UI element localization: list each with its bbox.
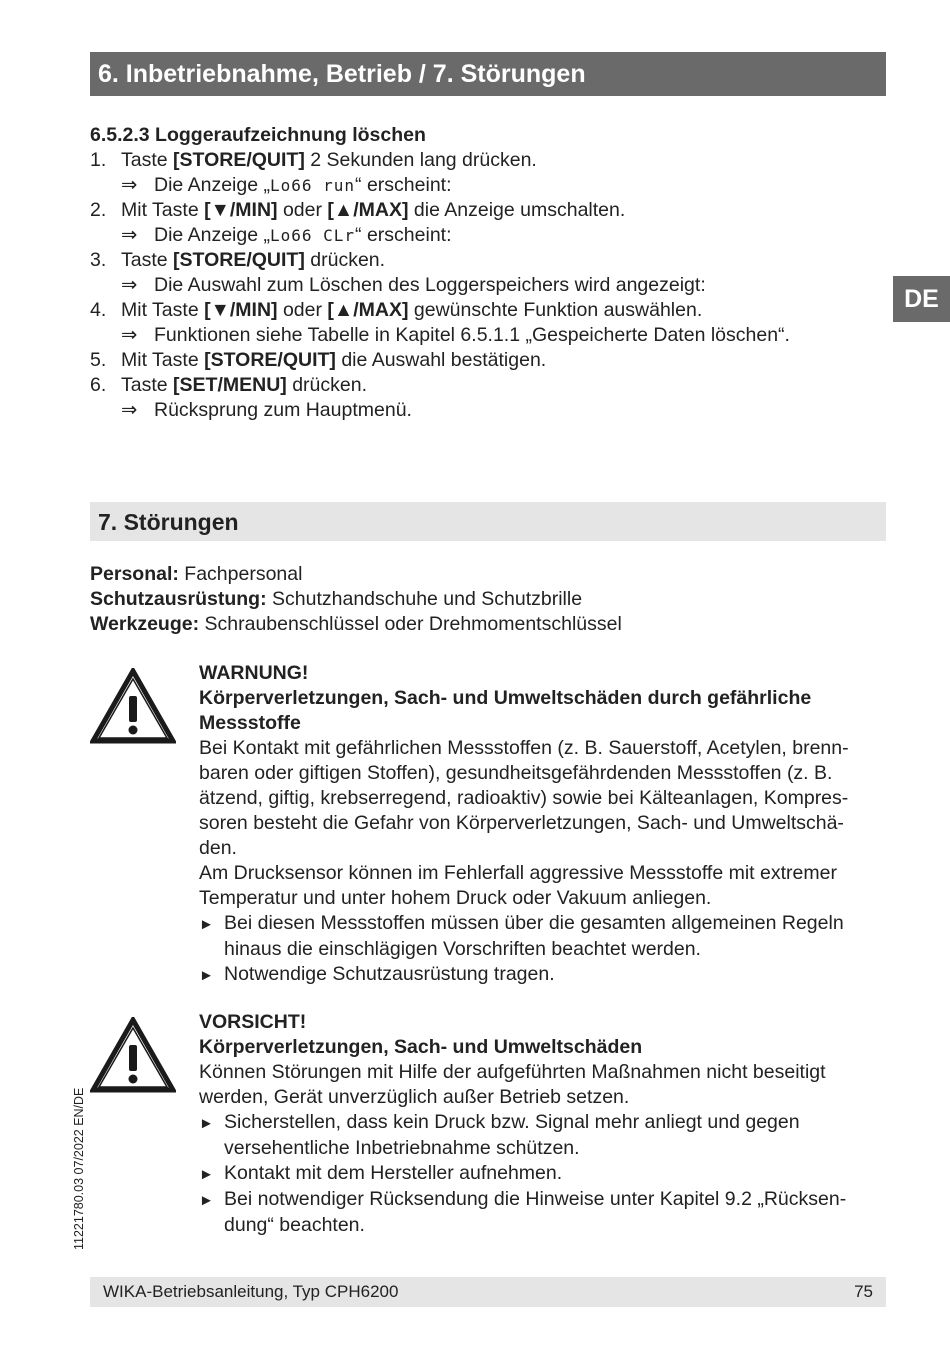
tools-line: Werkzeuge: Schraubenschlüssel oder Drehmomentschlüssel [90,613,622,635]
result-3: ⇒ Die Auswahl zum Löschen des Loggerspeichers wird angezeigt: [90,273,880,298]
key-max: [▲/MAX] [327,199,409,221]
step-4: 4. Mit Taste [▼/MIN] oder [▲/MAX] gewünschte Funktion auswählen. [90,299,703,321]
warning-text: baren oder giftigen Stoffen), gesundheitsgefährdenden Messstoffen (z. B. [199,762,833,784]
bullet-triangle-icon: ► [199,916,214,933]
key-store-quit: [STORE/QUIT] [173,149,305,171]
bullet-triangle-icon: ► [199,967,214,984]
page-number: 75 [854,1282,873,1301]
step-number: 6. [90,374,107,396]
key-max: [▲/MAX] [327,299,409,321]
ppe-line: Schutzausrüstung: Schutzhandschuhe und Schutzbrille [90,588,583,610]
caution-bullet-1: ► Sicherstellen, dass kein Druck bzw. Signal mehr anliegt und gegen [199,1110,879,1136]
result-arrow-icon: ⇒ [121,274,138,296]
result-6: ⇒ Rücksprung zum Hauptmenü. [90,398,880,423]
step-1: 1. Taste [STORE/QUIT] 2 Sekunden lang drücken. [90,149,537,171]
lcd-display-text: Lo66 run [269,176,356,195]
page-footer [90,1277,886,1307]
warning-text: Am Drucksensor können im Fehlerfall aggressive Messstoffe mit extremer [199,862,837,884]
key-set-menu: [SET/MENU] [173,374,287,396]
bullet-triangle-icon: ► [199,1192,214,1209]
step-number: 2. [90,199,107,221]
warning-title: Körperverletzungen, Sach- und Umweltschäden durch gefährliche [199,687,812,709]
warning-bullet-1-cont: hinaus die einschlägigen Vorschriften beachtet werden. [224,938,701,960]
result-arrow-icon: ⇒ [121,324,138,346]
caution-bullet-3-cont: dung“ beachten. [224,1214,365,1236]
warning-text: Temperatur und unter hohem Druck oder Vakuum anliegen. [199,887,712,909]
warning-block [199,661,879,988]
signal-word-caution: VORSICHT! [199,1011,307,1033]
step-number: 4. [90,299,107,321]
language-tab: DE [893,276,950,322]
step-number: 1. [90,149,107,171]
bullet-triangle-icon: ► [199,1166,214,1183]
caution-title: Körperverletzungen, Sach- und Umweltschäden [199,1036,643,1058]
caution-triangle-icon [90,1017,176,1093]
result-1: ⇒ Die Anzeige „Lo66 run“ erscheint: [90,173,880,198]
result-arrow-icon: ⇒ [121,399,138,421]
result-4: ⇒ Funktionen siehe Tabelle in Kapitel 6.5.1.1 „Gespeicherte Daten löschen“. [90,323,880,348]
subsection-heading: 6.5.2.3 Loggeraufzeichnung löschen [90,124,426,146]
personnel-line: Personal: Fachpersonal [90,563,303,585]
caution-bullet-2: ► Kontakt mit dem Hersteller aufnehmen. [199,1161,879,1187]
warning-title-cont: Messstoffe [199,712,301,734]
caution-bullet-1-cont: versehentliche Inbetriebnahme schützen. [224,1137,580,1159]
result-arrow-icon: ⇒ [121,174,138,196]
bullet-triangle-icon: ► [199,1115,214,1132]
key-min: [▼/MIN] [204,199,278,221]
step-6: 6. Taste [SET/MENU] drücken. [90,374,367,396]
warning-bullet-1: ► Bei diesen Messstoffen müssen über die gesamten allgemeinen Regeln [199,911,879,937]
key-min: [▼/MIN] [204,299,278,321]
warning-triangle-icon [90,668,176,744]
result-arrow-icon: ⇒ [121,224,138,246]
caution-block [199,1010,879,1238]
requirements-block [90,562,880,637]
result-2: ⇒ Die Anzeige „Lo66 CLr“ erscheint: [90,223,880,248]
signal-word-warning: WARNUNG! [199,662,309,684]
caution-text: Können Störungen mit Hilfe der aufgeführten Maßnahmen nicht beseitigt [199,1061,826,1083]
warning-text: den. [199,837,237,859]
caution-text: werden, Gerät unverzüglich außer Betrieb setzen. [199,1086,630,1108]
document-code: 11221780.03 07/2022 EN/DE [72,1087,86,1250]
step-number: 5. [90,349,107,371]
key-store-quit: [STORE/QUIT] [173,249,305,271]
lcd-display-text: Lo66 CLr [269,226,356,245]
section-6523 [90,123,880,423]
step-5: 5. Mit Taste [STORE/QUIT] die Auswahl bestätigen. [90,349,547,371]
caution-bullet-3: ► Bei notwendiger Rücksendung die Hinweise unter Kapitel 9.2 „Rücksen- [199,1187,879,1213]
page-header: 6. Inbetriebnahme, Betrieb / 7. Störungen [90,52,886,96]
step-3: 3. Taste [STORE/QUIT] drücken. [90,249,386,271]
section-7-heading: 7. Störungen [90,502,886,541]
step-number: 3. [90,249,107,271]
warning-text: soren besteht die Gefahr von Körperverletzungen, Sach- und Umweltschä- [199,812,844,834]
warning-text: ätzend, giftig, krebserregend, radioaktiv) sowie bei Kälteanlagen, Kompres- [199,787,849,809]
footer-title: WIKA-Betriebsanleitung, Typ CPH6200 [103,1282,399,1301]
warning-text: Bei Kontakt mit gefährlichen Messstoffen (z. B. Sauerstoff, Acetylen, brenn- [199,737,849,759]
key-store-quit: [STORE/QUIT] [204,349,336,371]
warning-bullet-2: ► Notwendige Schutzausrüstung tragen. [199,962,879,988]
step-2: 2. Mit Taste [▼/MIN] oder [▲/MAX] die Anzeige umschalten. [90,199,626,221]
